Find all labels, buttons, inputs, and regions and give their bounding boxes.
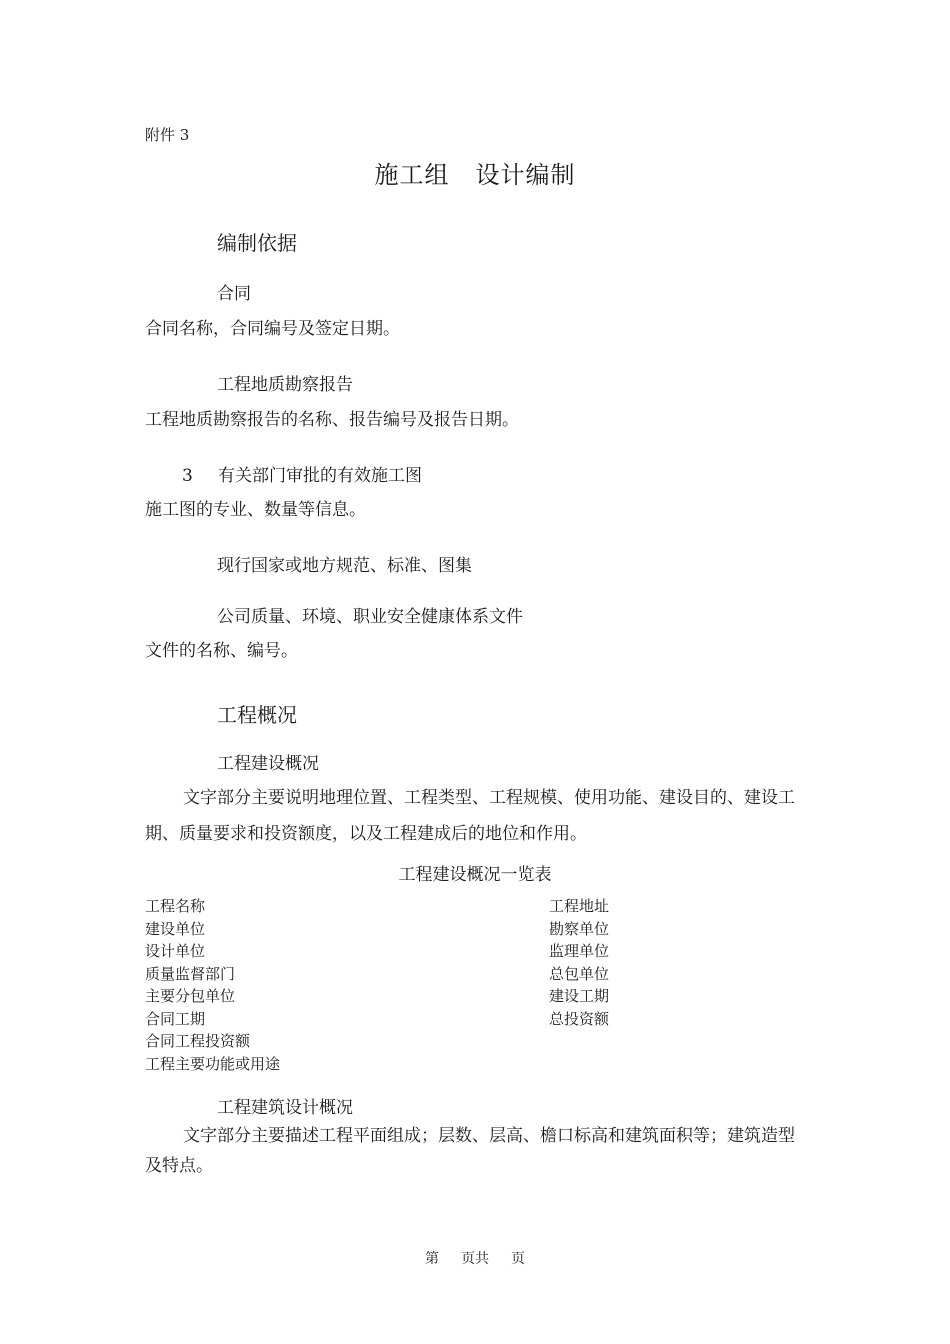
table-cell-left: 合同工期 bbox=[145, 1010, 206, 1028]
paragraph-construction-overview: 文字部分主要说明地理位置、工程类型、工程规模、使用功能、建设目的、建设工期、质量要求和投资额度，以及工程建成后的地位和作用。 bbox=[145, 788, 795, 844]
document-title bbox=[0, 155, 950, 190]
footer-page-middle: 页共 bbox=[461, 1251, 489, 1267]
footer-page-suffix: 页 bbox=[511, 1251, 525, 1267]
subheading-geology-report: 工程地质勘察报告 bbox=[217, 375, 353, 395]
table-cell-right: 勘察单位 bbox=[549, 920, 610, 938]
text-geology-report: 工程地质勘察报告的名称、报告编号及报告日期。 bbox=[145, 410, 519, 430]
table-cell-left: 合同工程投资额 bbox=[145, 1032, 251, 1050]
text-drawings: 施工图的专业、数量等信息。 bbox=[145, 500, 366, 520]
subheading-drawings bbox=[182, 461, 422, 486]
table-cell-left: 工程主要功能或用途 bbox=[145, 1055, 281, 1073]
text-contract: 合同名称，合同编号及签定日期。 bbox=[145, 319, 400, 339]
table-cell-right: 建设工期 bbox=[549, 987, 610, 1005]
subheading-number: 3 bbox=[182, 466, 193, 486]
table-cell-left: 建设单位 bbox=[145, 920, 206, 938]
table-cell-left: 设计单位 bbox=[145, 942, 206, 960]
title-part-1: 施工组 bbox=[374, 161, 450, 189]
subheading-drawings-label: 有关部门审批的有效施工图 bbox=[218, 466, 422, 486]
text-system-documents: 文件的名称、编号。 bbox=[145, 641, 298, 661]
subheading-system-documents: 公司质量、环境、职业安全健康体系文件 bbox=[217, 607, 523, 627]
attachment-label: 附件 3 bbox=[145, 126, 190, 144]
paragraph-architecture-overview: 文字部分主要描述工程平面组成；层数、层高、檐口标高和建筑面积等；建筑造型及特点。 bbox=[145, 1126, 795, 1176]
table-cell-right: 监理单位 bbox=[549, 942, 610, 960]
subheading-standards: 现行国家或地方规范、标准、图集 bbox=[217, 556, 472, 576]
table-cell-left: 工程名称 bbox=[145, 897, 206, 915]
table-title: 工程建设概况一览表 bbox=[398, 865, 552, 885]
section-heading-basis: 编制依据 bbox=[217, 231, 297, 255]
footer-page-prefix: 第 bbox=[425, 1251, 439, 1267]
subheading-contract: 合同 bbox=[217, 284, 251, 304]
table-cell-left: 质量监督部门 bbox=[145, 965, 236, 983]
table-cell-right: 总包单位 bbox=[549, 965, 610, 983]
subheading-architecture-overview: 工程建筑设计概况 bbox=[217, 1098, 353, 1118]
subheading-construction-overview: 工程建设概况 bbox=[217, 754, 319, 774]
page-footer bbox=[0, 1248, 950, 1268]
table-cell-right: 总投资额 bbox=[549, 1010, 610, 1028]
table-cell-right: 工程地址 bbox=[549, 897, 610, 915]
section-heading-overview: 工程概况 bbox=[217, 703, 297, 727]
title-part-2: 设计编制 bbox=[475, 161, 576, 189]
table-cell-left: 主要分包单位 bbox=[145, 987, 236, 1005]
